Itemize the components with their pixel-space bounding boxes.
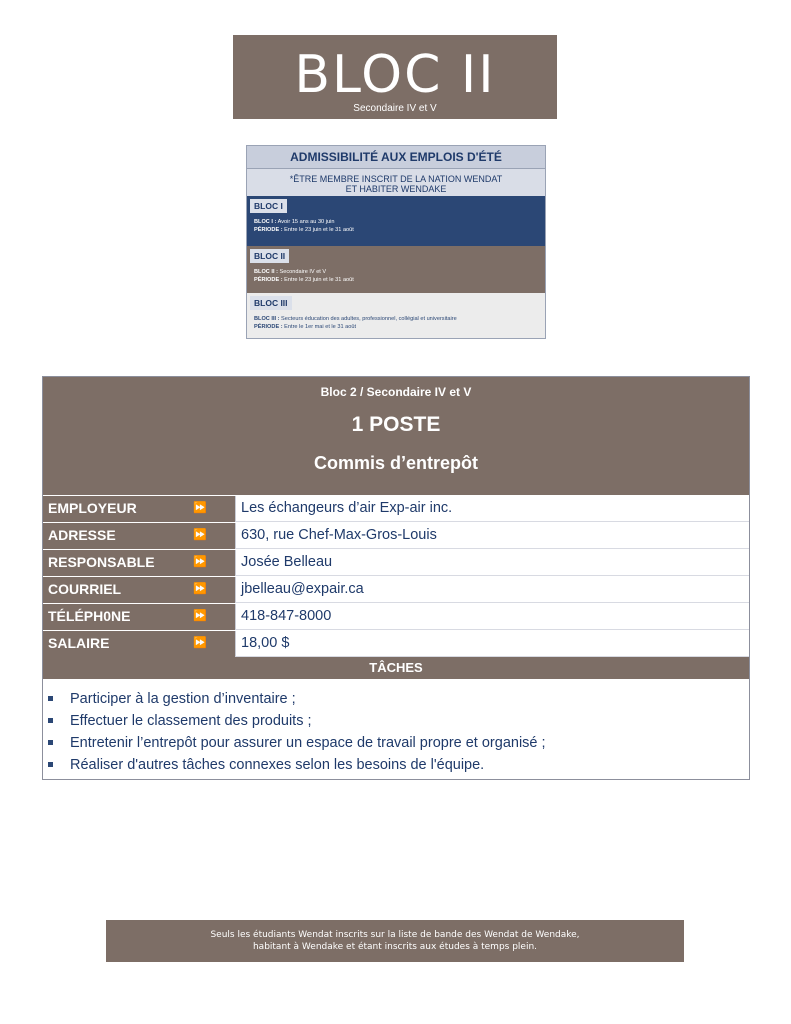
bloc-2-label: BLOC II :	[254, 269, 278, 275]
field-label: ADRESSE	[43, 523, 193, 549]
square-bullet-icon	[48, 718, 53, 723]
bloc-2-period-label: PÉRIODE :	[254, 277, 283, 283]
job-bloc-label: Bloc 2 / Secondaire IV et V	[320, 385, 472, 399]
list-item: Participer à la gestion d’inventaire ;	[43, 688, 749, 710]
banner-title: BLOC II	[294, 45, 496, 105]
fast-forward-icon: ⏩	[193, 523, 235, 549]
email-value[interactable]: jbelleau@expair.ca	[235, 577, 749, 603]
field-value: Josée Belleau	[235, 550, 749, 576]
list-item: Effectuer le classement des produits ;	[43, 710, 749, 732]
bloc-3-criteria: Secteurs éducation des adultes, professionnel, collégial et universitaire	[281, 316, 457, 322]
eligibility-footer	[106, 920, 684, 962]
fast-forward-icon: ⏩	[193, 604, 235, 630]
field-row-courriel	[43, 576, 749, 603]
list-item: Réaliser d'autres tâches connexes selon les besoins de l'équipe.	[43, 754, 749, 776]
job-title: Commis d’entrepôt	[313, 453, 478, 473]
footer-line-2: habitant à Wendake et étant inscrits aux études à temps plein.	[252, 942, 538, 952]
field-value: 18,00 $	[235, 631, 749, 657]
bloc-2-section	[247, 246, 545, 293]
field-row-responsable	[43, 549, 749, 576]
eligibility-card	[246, 145, 546, 339]
bloc-2-tag: BLOC II	[250, 249, 289, 263]
bloc-1-label: BLOC I :	[254, 219, 277, 225]
bloc-2-period: Entre le 23 juin et le 31 août	[284, 277, 354, 283]
bloc-3-tag: BLOC III	[250, 296, 292, 310]
fast-forward-icon: ⏩	[193, 577, 235, 603]
square-bullet-icon	[48, 740, 53, 745]
field-label: TÉLÉPH0NE	[43, 604, 193, 630]
list-item: Entretenir l’entrepôt pour assurer un espace de travail propre et organisé ;	[43, 732, 749, 754]
fast-forward-icon: ⏩	[193, 631, 235, 657]
footer-line-1: Seuls les étudiants Wendat inscrits sur la liste de bande des Wendat de Wendake,	[210, 930, 580, 940]
tasks-list	[43, 679, 749, 776]
field-value: 630, rue Chef-Max-Gros-Louis	[235, 523, 749, 549]
bloc-1-period: Entre le 23 juin et le 31 août	[284, 227, 354, 233]
field-row-employeur	[43, 495, 749, 522]
job-offer-card	[42, 376, 750, 780]
fast-forward-icon: ⏩	[193, 496, 235, 522]
bloc-3-period-label: PÉRIODE :	[254, 324, 283, 330]
requirement-line-2: ET HABITER WENDAKE	[345, 184, 447, 194]
field-label: SALAIRE	[43, 631, 193, 657]
bloc-1-period-label: PÉRIODE :	[254, 227, 283, 233]
job-header	[43, 377, 749, 495]
eligibility-heading: ADMISSIBILITÉ AUX EMPLOIS D'ÉTÉ	[247, 146, 545, 169]
field-label: RESPONSABLE	[43, 550, 193, 576]
field-label: COURRIEL	[43, 577, 193, 603]
requirement-line-1: *ÊTRE MEMBRE INSCRIT DE LA NATION WENDAT	[289, 174, 503, 184]
tasks-heading: TÂCHES	[43, 657, 749, 679]
eligibility-requirement	[247, 169, 545, 196]
bloc-2-criteria: Secondaire IV et V	[279, 269, 327, 275]
bloc-1-section	[247, 196, 545, 246]
bloc-3-label: BLOC III :	[254, 316, 280, 322]
bloc-1-tag: BLOC I	[250, 199, 287, 213]
bloc-3-period: Entre le 1er mai et le 31 août	[284, 324, 357, 330]
job-positions: 1 POSTE	[351, 413, 441, 436]
square-bullet-icon	[48, 696, 53, 701]
banner-subtitle: Secondaire IV et V	[353, 103, 437, 114]
square-bullet-icon	[48, 762, 53, 767]
bloc-3-section	[247, 293, 545, 338]
bloc-1-criteria: Avoir 15 ans au 30 juin	[277, 219, 335, 225]
bloc-banner	[233, 35, 557, 119]
field-row-salaire	[43, 630, 749, 657]
field-label: EMPLOYEUR	[43, 496, 193, 522]
field-row-adresse	[43, 522, 749, 549]
fast-forward-icon: ⏩	[193, 550, 235, 576]
field-value: 418-847-8000	[235, 604, 749, 630]
field-value: Les échangeurs d’air Exp-air inc.	[235, 496, 749, 522]
field-row-telephone	[43, 603, 749, 630]
